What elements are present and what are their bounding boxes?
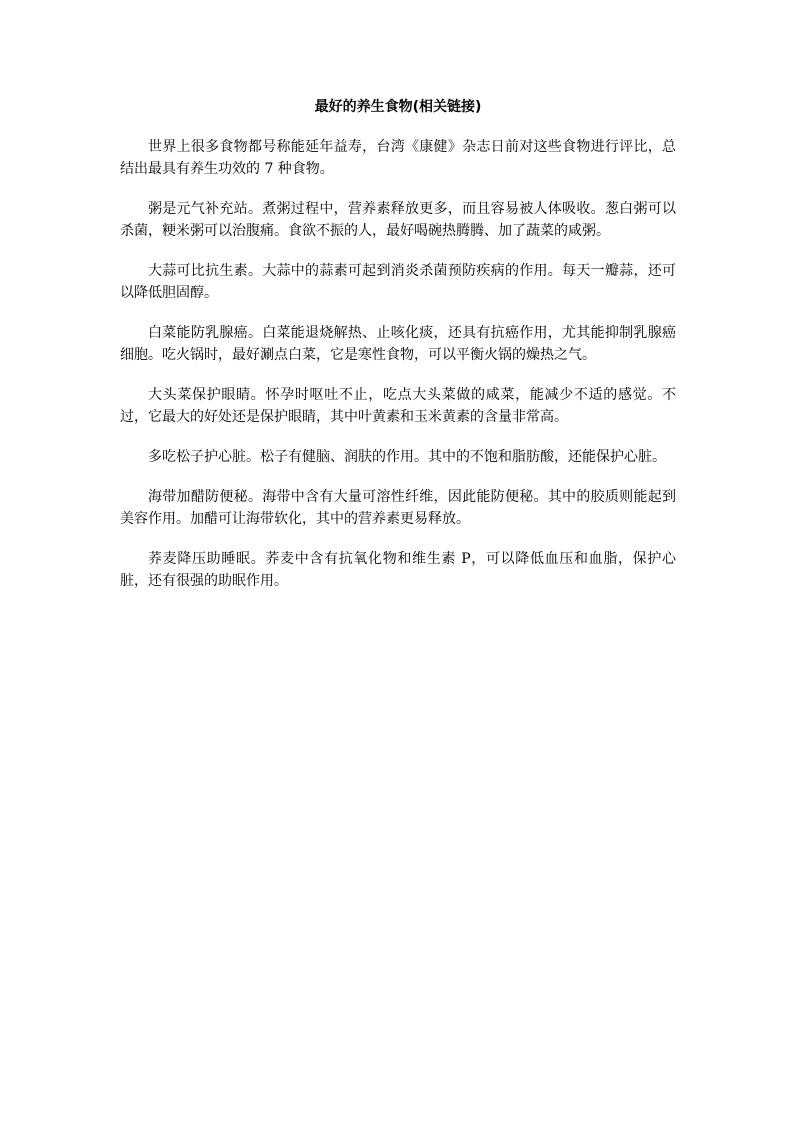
document-body — [120, 96, 676, 610]
paragraph-buckwheat: 荞麦降压助睡眠。荞麦中含有抗氧化物和维生素 P，可以降低血压和血脂，保护心脏，还有很强的助眠作用。 — [120, 551, 676, 589]
paragraph-cabbage: 白菜能防乳腺癌。白菜能退烧解热、止咳化痰，还具有抗癌作用，尤其能抑制乳腺癌细胞。吃火锅时，最好涮点白菜，它是寒性食物，可以平衡火锅的燥热之气。 — [120, 325, 676, 363]
paragraph-porridge: 粥是元气补充站。煮粥过程中，营养素释放更多，而且容易被人体吸收。葱白粥可以杀菌，粳米粥可以治腹痛。食欲不振的人，最好喝碗热腾腾、加了蔬菜的咸粥。 — [120, 201, 676, 239]
paragraph-kelp: 海带加醋防便秘。海带中含有大量可溶性纤维，因此能防便秘。其中的胶质则能起到美容作用。加醋可让海带软化，其中的营养素更易释放。 — [120, 489, 676, 527]
paragraph-turnip: 大头菜保护眼睛。怀孕时呕吐不止，吃点大头菜做的咸菜，能减少不适的感觉。不过，它最大的好处还是保护眼睛，其中叶黄素和玉米黄素的含量非常高。 — [120, 387, 676, 425]
paragraph-garlic: 大蒜可比抗生素。大蒜中的蒜素可起到消炎杀菌预防疾病的作用。每天一瓣蒜，还可以降低胆固醇。 — [120, 263, 676, 301]
paragraph-intro: 世界上很多食物都号称能延年益寿，台湾《康健》杂志日前对这些食物进行评比，总结出最具有养生功效的 7 种食物。 — [120, 139, 676, 177]
paragraph-pine-nuts: 多吃松子护心脏。松子有健脑、润肤的作用。其中的不饱和脂肪酸，还能保护心脏。 — [148, 449, 666, 465]
document-title: 最好的养生食物(相关链接) — [314, 99, 482, 115]
